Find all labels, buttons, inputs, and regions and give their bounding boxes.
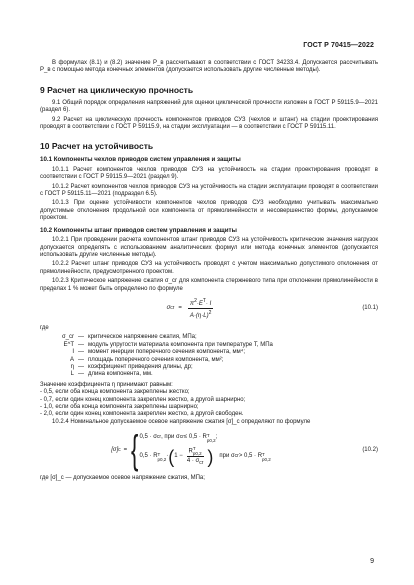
definition-text: площадь поперечного сечения компонента, мм²; [88, 356, 224, 363]
formula-lhs: σ [166, 304, 171, 311]
definition-symbol: E^T [63, 341, 74, 348]
case2-one: 1 − [174, 453, 183, 460]
definition-row [40, 357, 378, 364]
left-paren: ( [168, 446, 175, 467]
case1-sub2: p0,2 [206, 438, 216, 444]
paragraph-10-2-3: 10.2.3 Критическое напряжение сжатия σ_cr для компонента стержневого типа при отклонении прямолинейности в пределах 1 % может быть определено по формуле [40, 278, 378, 292]
paragraph-10-2-1: 10.2.1 При проведении расчета компонентов штанг приводов СУЗ на устойчивость критические значения нагрузок допускается определять с использованием аналитических формул или метода конечных элементов (допускается использовать другие численные методы). [40, 237, 378, 258]
temperature-superscript: T [202, 297, 206, 304]
definition-dash: — [78, 363, 84, 370]
case1-cond-sub: cr [179, 434, 184, 441]
right-paren: ) [207, 446, 214, 467]
case1-sup: T [206, 433, 210, 439]
area-symbol: A [189, 312, 194, 319]
formula-denominator [188, 309, 213, 320]
definition-list [40, 334, 378, 378]
pi-power: 2 [194, 297, 197, 304]
formula2-case-2 [140, 446, 271, 467]
definition-text: критическое напряжение сжатия, МПа; [88, 334, 197, 341]
definition-text: длина компонента, мм. [88, 371, 153, 378]
definition-dash: — [78, 371, 84, 378]
paragraph-10-1-1: 10.1.1 Расчет компонентов чехлов приводов СУЗ на устойчивость на стадии проектирования проводят в соответствии с ГОСТ Р 59115.9—2021 (раздел 9). [40, 166, 378, 181]
modulus-symbol: ·E [196, 300, 203, 307]
eta-intro: Значение коэффициента η принимают равным: [40, 381, 173, 388]
subsection-10-2-title: 10.2 Компоненты штанг приводов систем управления и защиты [40, 226, 237, 234]
definition-dash: — [78, 334, 84, 341]
case1-cond: , при σ [161, 434, 180, 441]
case1-cond-rest: ≤ 0,5 · R [183, 434, 207, 441]
formula-number-10-2: (10.2) [362, 446, 378, 453]
paragraph-10-2-2: 10.2.2 Расчет штанг приводов СУЗ на устойчивость проводят с учетом максимально допустимого отклонения от прямолинейности, предусмотренного проектом. [40, 261, 378, 275]
formula2-case-1 [140, 433, 271, 443]
section-9-title: 9 Расчет на циклическую прочность [40, 84, 194, 95]
definition-symbol: σ_cr [61, 334, 74, 341]
final-definition: где [σ]_c — допускаемое осевое напряжение сжатия, МПа; [40, 475, 205, 482]
definition-text: коэффициент приведения длины, др; [88, 363, 193, 370]
formula-numerator [188, 297, 213, 309]
formula2-lhs-sub: c [118, 446, 121, 453]
eta-case-item: - 1,0, если оба конца компонента закреплены шарнирно; [40, 404, 199, 410]
case2-fden: 4 · σ [186, 458, 200, 465]
definition-symbol: A [69, 356, 74, 363]
definition-row [40, 364, 378, 371]
section-10-title: 10 Расчет на устойчивость [40, 141, 154, 152]
paragraph-9-2: 9.2 Расчет на циклическую прочность компонентов приводов СУЗ (чехлов и штанг) на стадии проектирования проводят в соответствии с ГОСТ Р 59115.9, на стадии эксплуатации — в соответствии с ГОСТ Р 59115.11. [40, 116, 378, 131]
document-header: ГОСТ Р 70415—2022 [303, 42, 374, 49]
case2-cond-sup: T [262, 451, 265, 457]
formula-10-2 [40, 428, 378, 473]
case1-sub: cr [156, 434, 162, 441]
definition-row [40, 334, 378, 341]
formula-equals: = [178, 304, 182, 311]
definition-dash: — [78, 356, 84, 363]
case2-cond-sub2: p0,2 [262, 456, 271, 462]
page-body [40, 60, 378, 483]
where-label: где [40, 324, 49, 331]
definition-row [40, 371, 378, 378]
case2-sup: T [157, 451, 161, 457]
formula2-equals: = [123, 446, 128, 453]
formula-10-1 [40, 297, 378, 320]
eta-case-item: - 0,7, если один конец компонента закреплен жестко, а другой шарнирно; [40, 396, 246, 403]
eta-cases-list [40, 389, 378, 419]
paragraph-10-2-4: 10.2.4 Номинальное допускаемое осевое напряжение сжатия [σ]_c определяют по формуле [52, 418, 311, 425]
definition-dash: — [78, 349, 84, 356]
paragraph-10-1-3: 10.1.3 При оценке устойчивости компонентов чехлов приводов СУЗ необходимо учитывать максимально допустимые отклонения продольной оси компонента от прямолинейности и несовершенство формы, допускаемое проектом. [40, 200, 378, 222]
inertia-symbol: · I [205, 300, 212, 307]
definition-text: момент инерции поперечного сечения компонента, мм⁴; [88, 349, 246, 356]
case2-expr: 0,5 · R [139, 453, 158, 460]
intro-paragraph: В формулах (8.1) и (8.2) значение P_в рассчитывают в соответствии с ГОСТ 34233.4. Допускается рассчитывать P_в с помощью метода конечных элементов (допускается использовать другие численные методы). [40, 60, 378, 74]
definition-text: модуль упругости материала компонента при температуре T, МПа [88, 341, 273, 348]
formula-lhs-sub: cr [170, 304, 175, 311]
case2-fnum: R [188, 448, 193, 455]
eta-case-item: - 0,5, если оба конца компонента закреплены жестко; [40, 389, 190, 396]
case2-dot: · [166, 453, 169, 460]
definition-symbol: η [70, 363, 74, 370]
pi-symbol: π [190, 300, 195, 307]
formula2-lhs: [σ] [111, 446, 119, 453]
case2-cond-rest: > 0,5 · R [238, 453, 263, 460]
paragraph-9-1: 9.1 Общий порядок определения напряжений для оценки циклической прочности изложен в ГОСТ Р 59115.9—2021 (раздел 6). [40, 99, 378, 114]
case1-expr: 0,5 · σ [139, 434, 157, 441]
eta-case-item: - 2,0, если один конец компонента закреплен жестко, а другой свободен. [40, 411, 244, 418]
definition-dash: — [78, 341, 84, 348]
case2-fnum-sub: p0,2 [192, 451, 202, 457]
case2-fden-sub: cr [199, 460, 204, 467]
definition-symbol: L [70, 371, 74, 378]
definition-symbol: I [72, 349, 74, 356]
formula-fraction [188, 297, 213, 320]
case2-cond: при σ [219, 453, 235, 460]
left-brace: { [131, 428, 139, 473]
length-term: ·(η·L) [193, 312, 209, 319]
case2-sub: p0,2 [157, 456, 167, 462]
length-power: 2 [208, 309, 212, 316]
case2-fnum-sup: T [192, 446, 196, 452]
case1-end: ; [215, 434, 218, 441]
case2-cond-sub: cr [234, 453, 239, 460]
subsection-10-1-title: 10.1 Компоненты чехлов приводов систем управления и защиты [40, 156, 241, 164]
paragraph-10-1-2: 10.1.2 Расчет компонентов чехлов приводов СУЗ на устойчивость на стадии эксплуатации проводят в соответствии с ГОСТ Р 59115.11—2021 (подраздел 6.5). [40, 183, 378, 198]
formula2-cases [130, 428, 271, 473]
page-number: 9 [370, 557, 374, 565]
definition-row [40, 349, 378, 356]
formula-number-10-1: (10.1) [362, 304, 378, 311]
case2-fraction [185, 446, 206, 467]
